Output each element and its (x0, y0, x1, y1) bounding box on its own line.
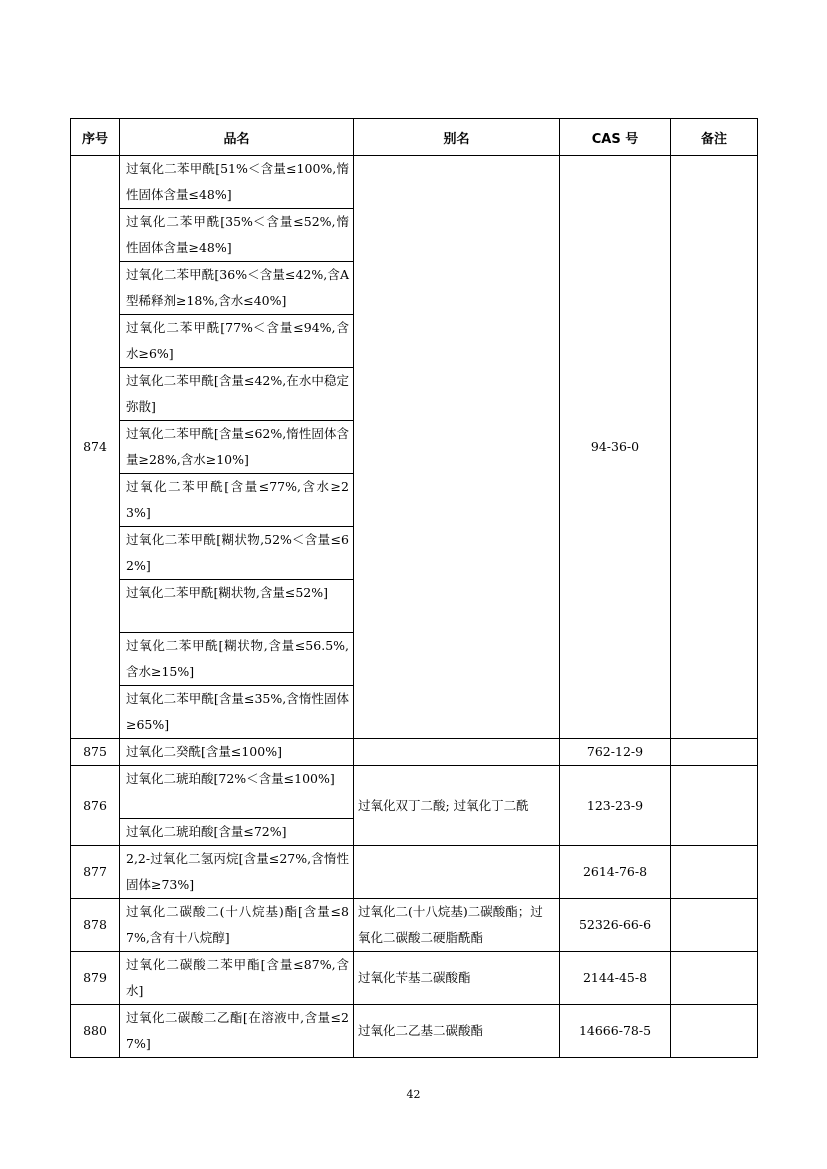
name-cell: 过氧化二碳酸二苯甲酯[含量≤87%,含水] (120, 952, 354, 1005)
name-cell: 过氧化二苯甲酰[糊状物,52%＜含量≤62%] (120, 527, 354, 580)
seq-cell: 880 (71, 1005, 120, 1058)
note-cell (671, 1005, 758, 1058)
page-number: 42 (406, 1088, 421, 1101)
seq-cell: 875 (71, 739, 120, 766)
seq-cell: 879 (71, 952, 120, 1005)
note-cell (671, 766, 758, 846)
table-row (71, 846, 758, 899)
alias-cell: 过氧化苄基二碳酸酯 (354, 952, 560, 1005)
name-cell: 过氧化二癸酰[含量≤100%] (120, 739, 354, 766)
name-cell: 过氧化二苯甲酰[35%＜含量≤52%,惰性固体含量≥48%] (120, 209, 354, 262)
name-cell: 2,2-过氧化二氢丙烷[含量≤27%,含惰性固体≥73%] (120, 846, 354, 899)
header-row (71, 119, 758, 156)
name-cell: 过氧化二碳酸二乙酯[在溶液中,含量≤27%] (120, 1005, 354, 1058)
name-cell: 过氧化二苯甲酰[糊状物,含量≤56.5%,含水≥15%] (120, 633, 354, 686)
seq-cell: 878 (71, 899, 120, 952)
table-row (71, 899, 758, 952)
name-cell: 过氧化二苯甲酰[77%＜含量≤94%,含水≥6%] (120, 315, 354, 368)
alias-cell: 过氧化二(十八烷基)二碳酸酯；过氧化二碳酸二硬脂酰酯 (354, 899, 560, 952)
cas-cell: 123-23-9 (560, 766, 671, 846)
name-cell: 过氧化二苯甲酰[含量≤62%,惰性固体含量≥28%,含水≥10%] (120, 421, 354, 474)
note-cell (671, 952, 758, 1005)
table-row (71, 952, 758, 1005)
cas-cell: 94-36-0 (560, 156, 671, 739)
header-name: 品名 (120, 119, 354, 156)
alias-cell: 过氧化二乙基二碳酸酯 (354, 1005, 560, 1058)
alias-cell (354, 739, 560, 766)
name-cell: 过氧化二琥珀酸[含量≤72%] (120, 819, 354, 846)
seq-cell: 876 (71, 766, 120, 846)
header-alias: 别名 (354, 119, 560, 156)
cas-cell: 52326-66-6 (560, 899, 671, 952)
name-cell: 过氧化二苯甲酰[糊状物,含量≤52%] (120, 580, 354, 633)
cas-cell: 2614-76-8 (560, 846, 671, 899)
header-cas: CAS 号 (560, 119, 671, 156)
cas-cell: 2144-45-8 (560, 952, 671, 1005)
note-cell (671, 156, 758, 739)
seq-cell: 874 (71, 156, 120, 739)
name-cell: 过氧化二苯甲酰[含量≤77%,含水≥23%] (120, 474, 354, 527)
header-note: 备注 (671, 119, 758, 156)
cas-cell: 762-12-9 (560, 739, 671, 766)
note-cell (671, 739, 758, 766)
table-row (71, 766, 758, 819)
table-row (71, 739, 758, 766)
chemical-table (70, 118, 758, 1058)
name-cell: 过氧化二碳酸二(十八烷基)酯[含量≤87%,含有十八烷醇] (120, 899, 354, 952)
note-cell (671, 846, 758, 899)
cas-cell: 14666-78-5 (560, 1005, 671, 1058)
table-row (71, 1005, 758, 1058)
alias-cell (354, 156, 560, 739)
name-cell: 过氧化二苯甲酰[含量≤35%,含惰性固体≥65%] (120, 686, 354, 739)
header-seq: 序号 (71, 119, 120, 156)
name-cell: 过氧化二苯甲酰[含量≤42%,在水中稳定弥散] (120, 368, 354, 421)
name-cell: 过氧化二琥珀酸[72%＜含量≤100%] (120, 766, 354, 819)
seq-cell: 877 (71, 846, 120, 899)
name-cell: 过氧化二苯甲酰[51%＜含量≤100%,惰性固体含量≤48%] (120, 156, 354, 209)
alias-cell (354, 846, 560, 899)
note-cell (671, 899, 758, 952)
alias-cell: 过氧化双丁二酸; 过氧化丁二酰 (354, 766, 560, 846)
name-cell: 过氧化二苯甲酰[36%＜含量≤42%,含A型稀释剂≥18%,含水≤40%] (120, 262, 354, 315)
table-row (71, 156, 758, 209)
